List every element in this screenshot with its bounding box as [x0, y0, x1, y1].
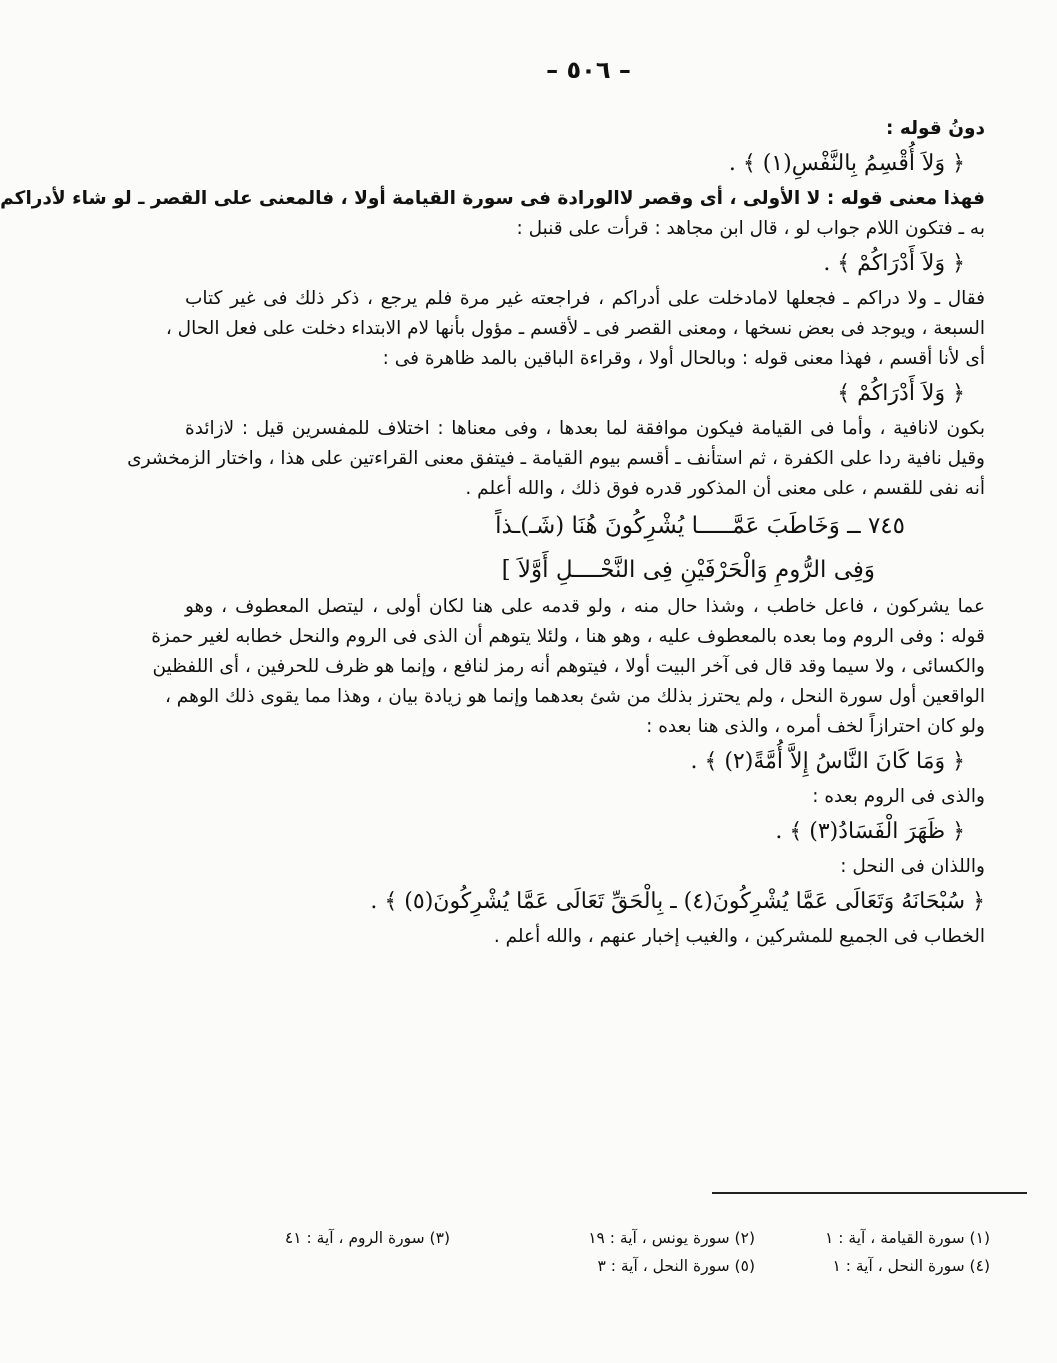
quran-verse: ﴿ وَلاَ أَدْرَاكُمْ ﴾ — [837, 381, 965, 406]
footnote-row — [230, 1252, 990, 1280]
text-line: فهذا معنى قوله : لا الأولى ، أى وقصر لاالورادة فى سورة القيامة أولا ، فالمعنى على القصر ـ لو شاء لأدراكم — [0, 188, 985, 209]
text-line: واللذان فى النحل : — [840, 856, 985, 877]
quran-verse: ﴿ ظَهَرَ الْفَسَادُ(٣) ﴾ . — [775, 819, 965, 844]
footnote-row — [230, 1224, 990, 1252]
footnote: (١) سورة القيامة ، آية : ١ — [825, 1229, 990, 1247]
text-line: والذى فى الروم بعده : — [812, 786, 985, 807]
footnotes — [230, 1224, 990, 1280]
quran-verse: ﴿ وَمَا كَانَ النَّاسُ إِلاَّ أُمَّةً(٢) ﴾ . — [690, 749, 965, 774]
body-text — [0, 114, 985, 952]
text-line: أى لأنا أقسم ، فهذا معنى قوله : وبالحال أولا ، وقراءة الباقين بالمد ظاهرة فى : — [382, 348, 985, 369]
text-line: أنه نفى للقسم ، على معنى أن المذكور قدره فوق ذلك ، والله أعلم . — [465, 478, 985, 499]
text-line: فقال ـ ولا دراكم ـ فجعلها لامادخلت على أدراكم ، فراجعته غير مرة فلم يرجع ، ذكر ذلك فى غير كتاب — [185, 288, 985, 309]
footnote: (٣) سورة الروم ، آية : ٤١ — [284, 1229, 450, 1247]
text-line: والكسائى ، ولا سيما وقد قال فى آخر البيت أولا ، فيتوهم أنه رمز لنافع ، وإنما هو ظرف للحرفين ، أى اللفظين — [152, 656, 985, 677]
text-line: عما يشركون ، فاعل خاطب ، وشذا حال منه ، ولو قدمه على هنا لكان أولى ، ليتصل المعطوف ، وهو — [185, 596, 985, 617]
text-line: دونُ قوله : — [886, 118, 985, 139]
text-line: وقيل نافية ردا على الكفرة ، ثم استأنف ـ أقسم بيوم القيامة ـ فيتفق معنى القراءتين على هذا ، واختار الزمخشرى — [127, 448, 985, 469]
footnote: (٥) سورة النحل ، آية : ٣ — [597, 1257, 755, 1275]
footnote: (٤) سورة النحل ، آية : ١ — [832, 1257, 990, 1275]
quran-verse: ﴿ وَلاَ أَدْرَاكُمْ ﴾ . — [823, 251, 965, 276]
text-line: ولو كان احترازاً لخف أمره ، والذى هنا بعده : — [646, 716, 985, 737]
footnote: (٢) سورة يونس ، آية : ١٩ — [588, 1229, 755, 1247]
text-line: الواقعين أول سورة النحل ، ولم يحترز بذلك من شئ بعدهما وإنما هو زيادة بيان ، وهذا مما يقوى ذلك الوهم ، — [164, 686, 985, 707]
text-line: بكون لانافية ، وأما فى القيامة فيكون موافقة لما بعدها ، وفى معناها : اختلاف للمفسرين قيل : لازائدة — [185, 418, 985, 439]
quran-verse: ﴿ سُبْحَانَهُ وَتَعَالَى عَمَّا يُشْرِكُونَ(٤) ـ بِالْحَقِّ تَعَالَى عَمَّا يُشْرِكُونَ(٥) ﴾ . — [370, 889, 985, 914]
quran-verse: ﴿ وَلاَ أُقْسِمُ بِالنَّفْسِ(١) ﴾ . — [728, 151, 965, 176]
text-line: السبعة ، ويوجد فى بعض نسخها ، ومعنى القصر فى ـ لأقسم ـ مؤول بأنها لام الابتداء دخلت على فعل الحال ، — [165, 318, 985, 339]
footnote-divider — [712, 1192, 1027, 1194]
text-line: قوله : وفى الروم وما بعده بالمعطوف عليه ، وهو هنا ، ولئلا يتوهم أن الذى فى الروم والنحل خطابه لغير حمزة — [151, 626, 985, 647]
poem-verse: ٧٤٥ ــ وَخَاطَبَ عَمَّـــــا يُشْرِكُونَ هُنَا (شَـ)ـذاً — [495, 513, 905, 539]
footnote — [230, 1252, 450, 1280]
text-line: به ـ فتكون اللام جواب لو ، قال ابن مجاهد : قرأت على قنبل : — [516, 218, 985, 239]
poem-verse: وَفِى الرُّومِ وَالْحَرْفَيْنِ فِى النَّحْــــلِ أَوَّلاَ ] — [501, 557, 875, 583]
text-line: الخطاب فى الجميع للمشركين ، والغيب إخبار عنهم ، والله أعلم . — [493, 926, 985, 947]
page-number: – ٥٠٦ – — [546, 56, 631, 84]
